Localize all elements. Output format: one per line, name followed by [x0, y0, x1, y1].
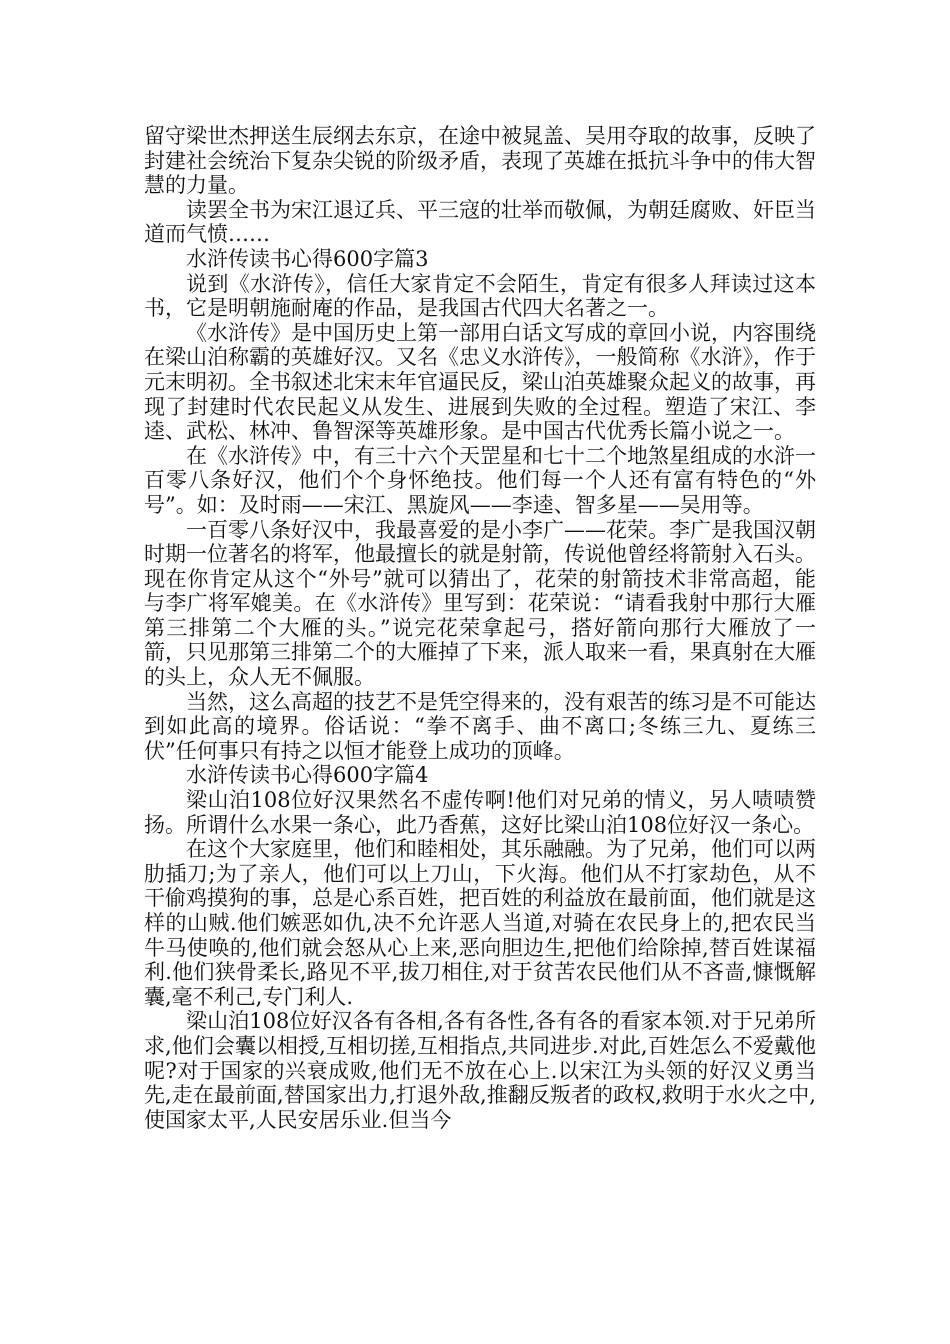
paragraph: 梁山泊108位好汉各有各相,各有各性,各有各的看家本领.对于兄弟所求,他们会囊以相授,互相切搓,互相指点,共同进步.对此,百姓怎么不爱戴他呢?对于国家的兴衰成败,他们无不放在心上.以宋江为头领的好汉义勇当先,走在最前面,替国家出力,打退外敌,推翻反叛者的政权,救明于水火之中,使国家太平,人民安居乐业.但当今: [144, 1009, 816, 1132]
paragraph: 梁山泊108位好汉果然名不虚传啊!他们对兄弟的情义，另人啧啧赞扬。所谓什么水果一条心，此乃香蕉，这好比梁山泊108位好汉一条心。: [144, 788, 816, 837]
paragraph: 一百零八条好汉中，我最喜爱的是小李广——花荣。李广是我国汉朝时期一位著名的将军，他最擅长的就是射箭，传说他曾经将箭射入石头。现在你肯定从这个“外号”就可以猜出了，花荣的射箭技术非常高超，能与李广将军媲美。在《水浒传》里写到：花荣说：“请看我射中那行大雁第三排第二个大雁的头。”说完花荣拿起弓，搭好箭向那行大雁放了一箭，只见那第三排第二个的大雁掉了下来，派人取来一看，果真射在大雁的头上，众人无不佩服。: [144, 517, 816, 690]
paragraph: 留守梁世杰押送生辰纲去东京，在途中被晁盖、吴用夺取的故事，反映了封建社会统治下复杂尖锐的阶级矛盾，表现了英雄在抵抗斗争中的伟大智慧的力量。: [144, 124, 816, 198]
paragraph: 在《水浒传》中，有三十六个天罡星和七十二个地煞星组成的水浒一百零八条好汉，他们个个身怀绝技。他们每一个人还有富有特色的“外号”。如：及时雨——宋江、黑旋风——李逵、智多星——吴用等。: [144, 443, 816, 517]
paragraph: 读罢全书为宋江退辽兵、平三寇的壮举而敬佩，为朝廷腐败、奸臣当道而气愤……: [144, 197, 816, 247]
paragraph: 说到《水浒传》，信任大家肯定不会陌生，肯定有很多人拜读过这本书，它是明朝施耐庵的作品，是我国古代四大名著之一。: [144, 271, 816, 321]
document-page: [144, 124, 816, 1132]
section-heading: 水浒传读书心得600字篇4: [186, 763, 429, 788]
paragraph: 当然，这么高超的技艺不是凭空得来的，没有艰苦的练习是不可能达到如此高的境界。俗话说：“拳不离手、曲不离口;冬练三九、夏练三伏”任何事只有持之以恒才能登上成功的顶峰。: [144, 689, 816, 763]
section-heading: 水浒传读书心得600字篇3: [186, 246, 429, 271]
paragraph: 在这个大家庭里，他们和睦相处，其乐融融。为了兄弟，他们可以两肋插刀;为了亲人，他们可以上刀山，下火海。他们从不打家劫色，从不干偷鸡摸狗的事，总是心系百姓，把百姓的利益放在最前面，他们就是这样的山贼.他们嫉恶如仇,决不允许恶人当道,对骑在农民身上的,把农民当牛马使唤的,他们就会怒从心上来,恶向胆边生,把他们给除掉,替百姓谋福利.他们狭骨柔长,路见不平,拔刀相住,对于贫苦农民他们从不吝啬,慷慨解囊,毫不利己,专门利人.: [144, 837, 816, 1009]
paragraph: 《水浒传》是中国历史上第一部用白话文写成的章回小说，内容围绕在梁山泊称霸的英雄好汉。又名《忠义水浒传》，一般简称《水浒》，作于元末明初。全书叙述北宋末年官逼民反，梁山泊英雄聚众起义的故事，再现了封建时代农民起义从发生、进展到失败的全过程。塑造了宋江、李逵、武松、林冲、鲁智深等英雄形象。是中国古代优秀长篇小说之一。: [144, 320, 816, 444]
